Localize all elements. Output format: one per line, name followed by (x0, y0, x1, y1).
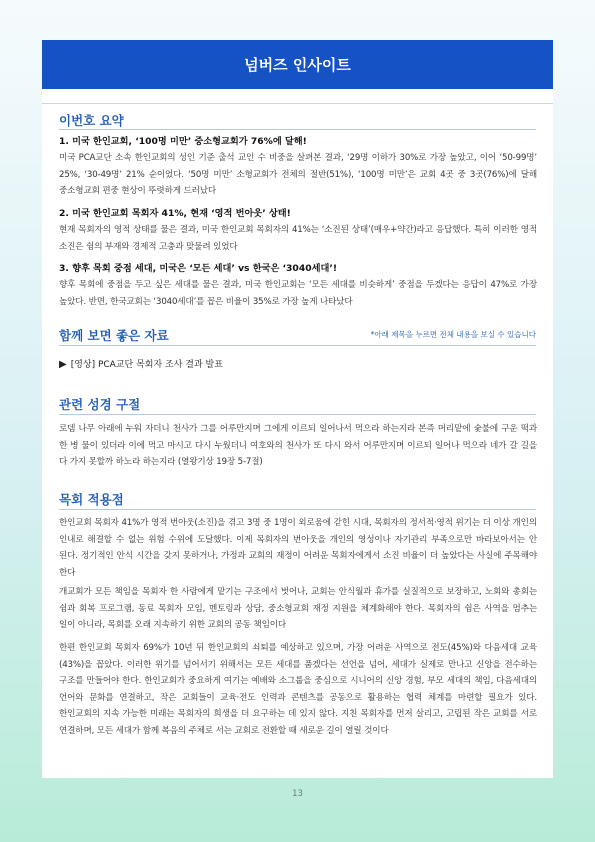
materials-note: *아래 제목을 누르면 전체 내용을 보실 수 있습니다 (370, 330, 536, 339)
page-banner (42, 40, 553, 89)
play-arrow-icon: ▶ (59, 359, 67, 370)
materials-heading-rule (59, 345, 536, 346)
application-heading: 목회 적용점 (59, 492, 124, 507)
materials-link-list (59, 357, 537, 373)
summary-item-body: 미국 PCA교단 소속 한인교회의 성인 기준 출석 교인 수 비중을 살펴본 결과, ‘29명 이하가 30%로 가장 높았고, 이어 ‘50-99명’ 25%, ‘30-49명’ 21% 순이었다. ‘50명 미만’ 소형교회가 전체의 절반(51%), ‘100명 미만’은 교회 4곳 중 3곳(76%)에 달해 중소형교회 편중 현상이 뚜렷하게 드러났다 (59, 153, 537, 196)
summary-item-3 (59, 260, 537, 310)
application-body: 개교회가 모든 책임을 목회자 한 사람에게 맡기는 구조에서 벗어나, 교회는 안식월과 휴가를 실질적으로 보장하고, 노회와 총회는 쉼과 회복 프로그램, 동료 목회자 모임, 멘토링과 상담, 중소형교회 재정 지원을 체계화해야 한다. 목회자의 쉼은 사역을 멈추는 일이 아니라, 목회를 오래 지속하기 위한 교회의 공동 책임이다 (59, 587, 537, 630)
application-paragraph-3 (59, 640, 537, 739)
scripture-heading-rule (59, 414, 536, 415)
summary-item-2 (59, 205, 537, 255)
summary-item-1 (59, 133, 537, 200)
page-sheet (42, 40, 553, 778)
scripture-passage (59, 421, 537, 471)
summary-item-title: 1. 미국 한인교회, ‘100명 미만’ 중소형교회가 76%에 달해! (59, 136, 307, 147)
summary-item-title: 3. 향후 목회 중점 세대, 미국은 ‘모든 세대’ vs 한국은 ‘3040세대’! (59, 263, 338, 274)
scripture-body: 로뎀 나무 아래에 누워 자더니 천사가 그를 어루만지며 그에게 이르되 일어나서 먹으라 하는지라 본즉 머리맡에 숯불에 구운 떡과 한 병 물이 있더라 이에 먹고 마시고 다시 누웠더니 여호와의 천사가 또 다시 와서 어루만지며 이르되 일어나 먹으라 네가 갈 길을 다 가지 못할까 하노라 하는지라 (열왕기상 19장 5-7절) (59, 424, 537, 467)
application-heading-rule (59, 509, 536, 510)
summary-heading-rule (59, 129, 536, 130)
application-body: 한편 한인교회 목회자 69%가 10년 뒤 한인교회의 쇠퇴를 예상하고 있으며, 가장 어려운 사역으로 전도(45%)와 다음세대 교육(43%)을 꼽았다. 이러한 위기를 넘어서기 위해서는 모든 세대를 품겠다는 선언을 넘어, 세대가 실제로 만나고 신앙을 전수하는 구조를 만들어야 한다. 한인교회가 중요하게 여기는 예배와 소그룹을 중심으로 시니어의 신앙 경험, 부모 세대의 책임, 다음세대의 언어와 문화를 연결하고, 작은 교회들이 교육·전도 인력과 콘텐츠를 공동으로 활용하는 협력 체계를 마련할 필요가 있다. 한인교회의 지속 가능한 미래는 목회자의 희생을 더 요구하는 데 있지 않다. 지친 목회자를 먼저 살리고, 고립된 작은 교회를 서로 연결하며, 모든 세대가 함께 복음의 주체로 서는 교회로 전환할 때 새로운 길이 열릴 것이다 (59, 643, 537, 736)
page-number: 13 (292, 789, 303, 799)
summary-heading: 이번호 요약 (59, 113, 124, 128)
material-link-label: [영상] PCA교단 목회자 조사 결과 발표 (70, 360, 223, 370)
application-body: 한인교회 목회자 41%가 영적 번아웃(소진)을 겪고 3명 중 1명이 외로움에 갇힌 시대, 목회자의 정서적·영적 위기는 더 이상 개인의 인내로 해결할 수 없는 위험 수위에 도달했다. 이제 목회자의 번아웃을 개인의 영성이나 자기관리 부족으로만 바라보아서는 안 된다. 정기적인 안식 시간을 갖지 못하거나, 가정과 교회의 재정이 어려운 목회자에게서 소진 비율이 더 높았다는 사실에 주목해야 한다 (59, 518, 537, 578)
summary-item-title: 2. 미국 한인교회 목회자 41%, 현재 ‘영적 번아웃’ 상태! (59, 208, 291, 219)
banner-title: 넘버즈 인사이트 (244, 56, 351, 74)
material-link[interactable] (59, 357, 537, 373)
application-paragraph-1 (59, 515, 537, 581)
application-paragraph-2 (59, 584, 537, 634)
summary-item-body: 향후 목회에 중점을 두고 싶은 세대를 물은 결과, 미국 한인교회는 ‘모든 세대를 비슷하게’ 중점을 두겠다는 응답이 47%로 가장 높았다. 반면, 한국교회는 ‘3040세대’를 꼽은 비율이 35%로 가장 높게 나타났다 (59, 280, 537, 307)
materials-heading: 함께 보면 좋은 자료 (59, 328, 169, 343)
banner-divider (42, 103, 553, 104)
summary-item-body: 현재 목회자의 영적 상태를 물은 결과, 미국 한인교회 목회자의 41%는 ‘소진된 상태’(매우+약간)라고 응답했다. 특히 이러한 영적 소진은 쉼의 부재와 경제적 고충과 맞물려 있었다 (59, 225, 537, 252)
scripture-heading: 관련 성경 구절 (59, 397, 141, 412)
